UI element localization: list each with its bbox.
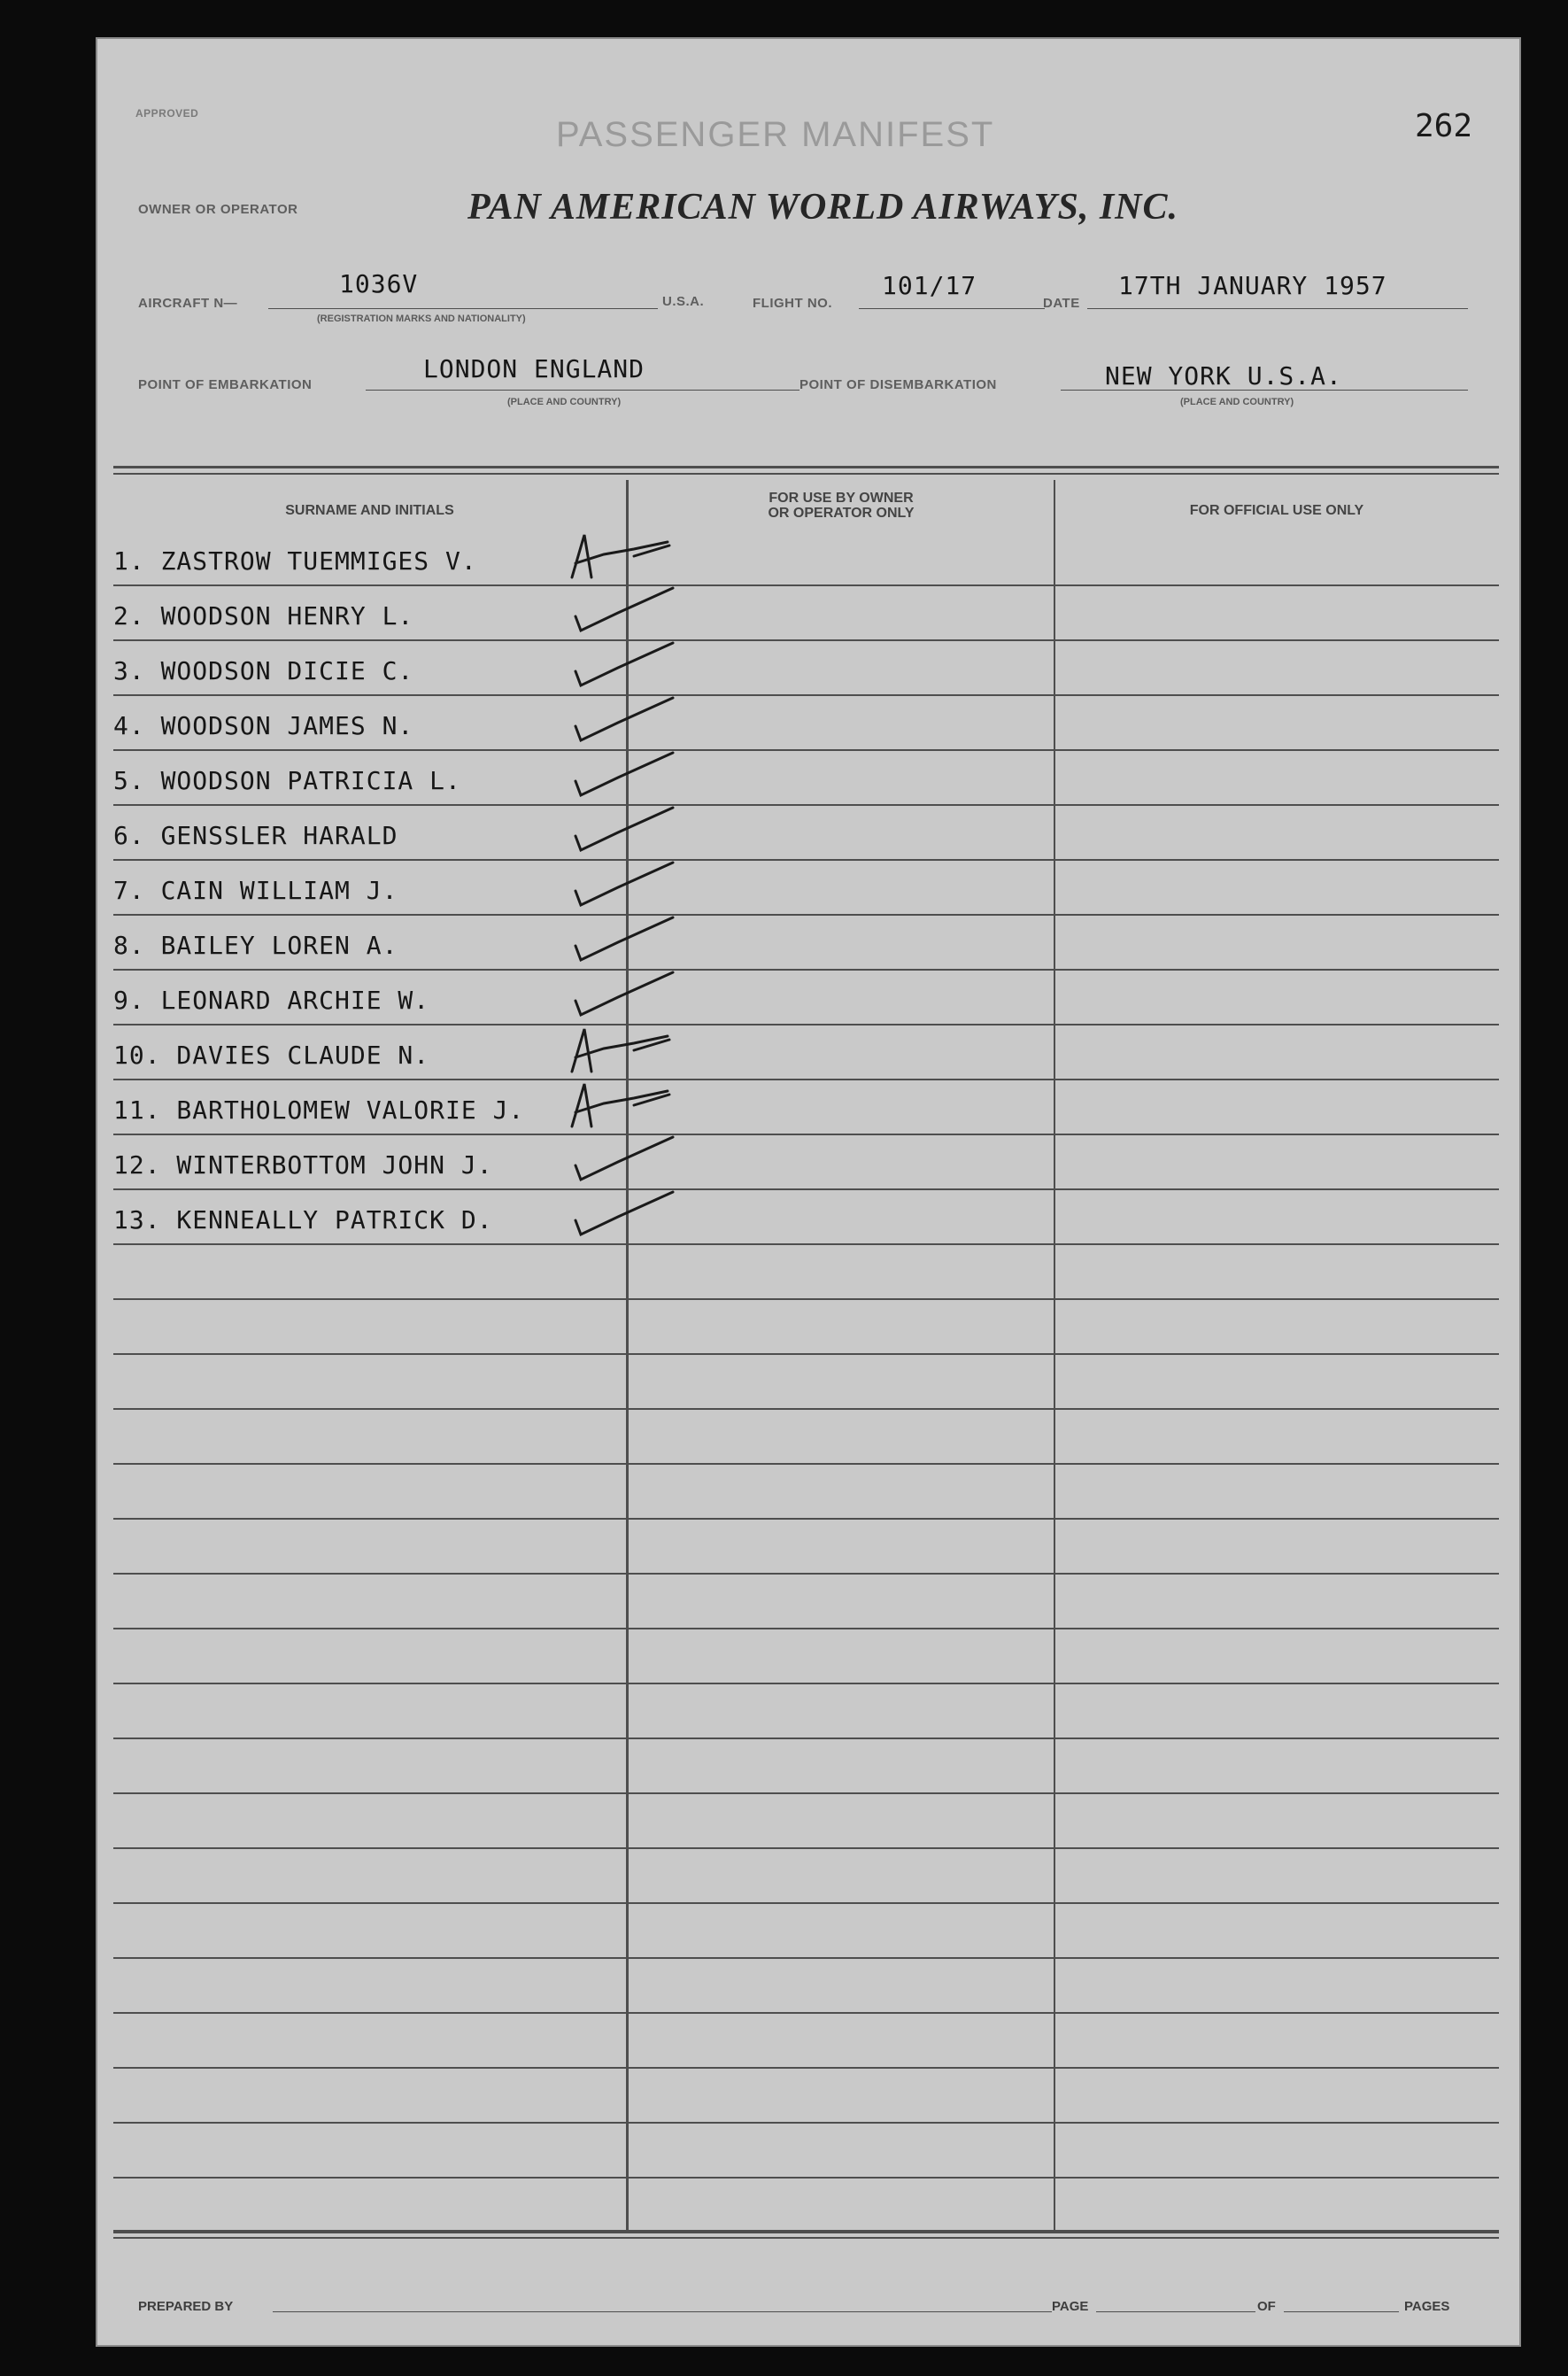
date-rule — [1087, 308, 1468, 309]
table-row — [113, 1134, 609, 1185]
passenger-name: 3. WOODSON DICIE C. — [113, 656, 414, 685]
table-row — [113, 1079, 609, 1130]
check-mark — [556, 1181, 689, 1252]
passenger-name: 4. WOODSON JAMES N. — [113, 711, 414, 740]
prepared-by-label: PREPARED BY — [138, 2299, 234, 2314]
disembarkation-value: NEW YORK U.S.A. — [1105, 361, 1342, 391]
aircraft-value: 1036V — [339, 269, 419, 298]
passenger-name: 6. GENSSLER HARALD — [113, 821, 398, 850]
disembarkation-label: POINT OF DISEMBARKATION — [799, 377, 997, 392]
passenger-name: 13. KENNEALLY PATRICK D. — [113, 1205, 493, 1234]
row-rule — [113, 1737, 1499, 1739]
row-rule — [113, 1463, 1499, 1465]
table-row — [113, 969, 609, 1020]
row-rule — [113, 1518, 1499, 1520]
date-label: DATE — [1043, 296, 1080, 311]
row-rule — [113, 2122, 1499, 2124]
page-number: 262 — [1415, 108, 1473, 144]
disembarkation-sublabel: (PLACE AND COUNTRY) — [1180, 397, 1294, 407]
table-row — [113, 584, 609, 636]
row-rule — [113, 2067, 1499, 2069]
manifest-sheet — [96, 37, 1521, 2347]
aircraft-label: AIRCRAFT N— — [138, 296, 238, 311]
table-row — [113, 749, 609, 801]
pages-label: PAGES — [1404, 2299, 1450, 2314]
approved-stamp: APPROVED — [135, 107, 199, 120]
embarkation-rule — [366, 390, 799, 391]
table-top-rule — [113, 466, 1499, 468]
passenger-name: 8. BAILEY LOREN A. — [113, 931, 398, 960]
aircraft-rule — [268, 308, 658, 309]
row-rule — [113, 2177, 1499, 2179]
passenger-name: 12. WINTERBOTTOM JOHN J. — [113, 1150, 493, 1180]
passenger-name: 9. LEONARD ARCHIE W. — [113, 986, 430, 1015]
table-row — [113, 694, 609, 746]
row-rule — [113, 1957, 1499, 1959]
form-title: PASSENGER MANIFEST — [556, 115, 995, 154]
table-row — [113, 1188, 609, 1240]
table-bottom-rule-2 — [113, 2237, 1499, 2239]
passenger-name: 10. DAVIES CLAUDE N. — [113, 1041, 430, 1070]
passenger-name: 5. WOODSON PATRICIA L. — [113, 766, 461, 795]
row-rule — [113, 1683, 1499, 1684]
embarkation-sublabel: (PLACE AND COUNTRY) — [507, 397, 622, 407]
table-row — [113, 530, 609, 581]
aircraft-sublabel: (REGISTRATION MARKS AND NATIONALITY) — [317, 313, 526, 324]
row-rule — [113, 1298, 1499, 1300]
company-name: PAN AMERICAN WORLD AIRWAYS, INC. — [467, 187, 1179, 228]
row-rule — [113, 1628, 1499, 1629]
table-row — [113, 914, 609, 965]
table-row — [113, 1024, 609, 1075]
row-rule — [113, 1243, 1499, 1245]
date-value: 17TH JANUARY 1957 — [1118, 271, 1387, 300]
passenger-name: 1. ZASTROW TUEMMIGES V. — [113, 546, 477, 576]
flight-value: 101/17 — [882, 271, 977, 300]
flight-rule — [859, 308, 1045, 309]
row-rule — [113, 1902, 1499, 1904]
table-row — [113, 804, 609, 855]
row-rule — [113, 2012, 1499, 2014]
passenger-name: 11. BARTHOLOMEW VALORIE J. — [113, 1095, 525, 1125]
column-header-official: FOR OFFICIAL USE ONLY — [1189, 503, 1364, 518]
page-rule — [1096, 2311, 1255, 2312]
row-rule — [113, 1408, 1499, 1410]
row-rule — [113, 1573, 1499, 1575]
passenger-name: 7. CAIN WILLIAM J. — [113, 876, 398, 905]
row-rule — [113, 1847, 1499, 1849]
embarkation-label: POINT OF EMBARKATION — [138, 377, 313, 392]
usa-label: U.S.A. — [662, 294, 705, 309]
row-rule — [113, 1353, 1499, 1355]
of-rule — [1284, 2311, 1399, 2312]
column-divider-2 — [1054, 480, 1055, 2230]
page-label: PAGE — [1052, 2299, 1089, 2314]
table-row — [113, 859, 609, 910]
embarkation-value: LONDON ENGLAND — [423, 354, 645, 383]
flight-label: FLIGHT NO. — [753, 296, 832, 311]
row-rule — [113, 1792, 1499, 1794]
owner-label: OWNER OR OPERATOR — [138, 202, 298, 217]
of-label: OF — [1257, 2299, 1276, 2314]
table-bottom-rule — [113, 2230, 1499, 2233]
prepared-by-rule — [273, 2311, 1052, 2312]
passenger-name: 2. WOODSON HENRY L. — [113, 601, 414, 631]
table-row — [113, 639, 609, 691]
column-header-operator: FOR USE BY OWNER OR OPERATOR ONLY — [768, 491, 915, 521]
column-header-surname: SURNAME AND INITIALS — [285, 503, 454, 518]
table-top-rule-2 — [113, 473, 1499, 475]
